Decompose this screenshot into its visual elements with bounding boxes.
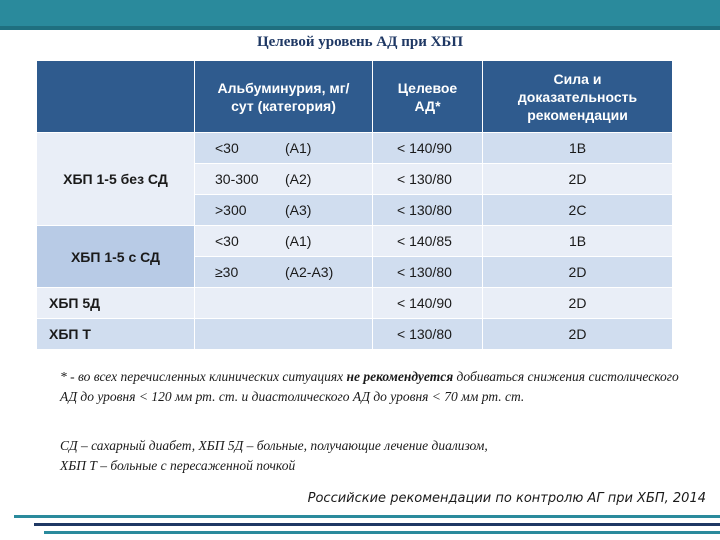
header-cell-empty (37, 61, 195, 133)
target-bp-cell: < 130/80 (373, 195, 483, 226)
footnote-asterisk: * - во всех перечисленных клинических ситуациях не рекомендуется добиваться снижения систолического АД до уровня < 120 мм рт. ст. и диастолического АД до уровня < 70 мм рт. ст. (60, 369, 679, 404)
albuminuria-cell: 30-300 (А2) (195, 164, 373, 195)
target-bp-cell: < 130/80 (373, 164, 483, 195)
recommendation-cell: 2С (483, 195, 673, 226)
target-bp-cell: < 130/80 (373, 257, 483, 288)
group-ckd-t: ХБП Т (37, 319, 195, 350)
recommendation-cell: 2D (483, 164, 673, 195)
page-title: Целевой уровень АД при ХБП (256, 34, 464, 50)
albuminuria-cell: <30 (А1) (195, 133, 373, 164)
table-row (37, 226, 673, 257)
target-bp-cell: < 140/85 (373, 226, 483, 257)
header-albuminuria: Альбуминурия, мг/сут (категория) (195, 61, 373, 133)
albuminuria-cell: <30 (А1) (195, 226, 373, 257)
source-citation: Российские рекомендации по контролю АГ при ХБП, 2014 (307, 491, 706, 506)
abbreviations-note: СД – сахарный диабет, ХБП 5Д – больные, получающие лечение диализом, ХБП Т – больные с пересаженной почкой (60, 438, 488, 473)
table-row (37, 288, 673, 319)
recommendation-cell: 1В (483, 133, 673, 164)
albuminuria-cell: ≥30 (А2-А3) (195, 257, 373, 288)
albuminuria-cell-empty (195, 319, 373, 350)
target-bp-cell: < 130/80 (373, 319, 483, 350)
top-decorative-band (0, 0, 720, 30)
recommendation-cell: 2D (483, 288, 673, 319)
bottom-decorative-lines (14, 515, 720, 534)
recommendation-cell: 2D (483, 257, 673, 288)
group-ckd-no-dm: ХБП 1-5 без СД (37, 133, 195, 226)
target-bp-cell: < 140/90 (373, 288, 483, 319)
target-bp-cell: < 140/90 (373, 133, 483, 164)
bp-target-table (36, 60, 673, 350)
albuminuria-cell-empty (195, 288, 373, 319)
group-ckd-5d: ХБП 5Д (37, 288, 195, 319)
header-recommendation: Сила и доказательность рекомендации (483, 61, 673, 133)
header-target-bp: Целевое АД* (373, 61, 483, 133)
recommendation-cell: 2D (483, 319, 673, 350)
table-header-row (37, 61, 673, 133)
albuminuria-cell: >300 (А3) (195, 195, 373, 226)
table-row (37, 319, 673, 350)
table-row (37, 133, 673, 164)
recommendation-cell: 1В (483, 226, 673, 257)
group-ckd-with-dm: ХБП 1-5 с СД (37, 226, 195, 288)
